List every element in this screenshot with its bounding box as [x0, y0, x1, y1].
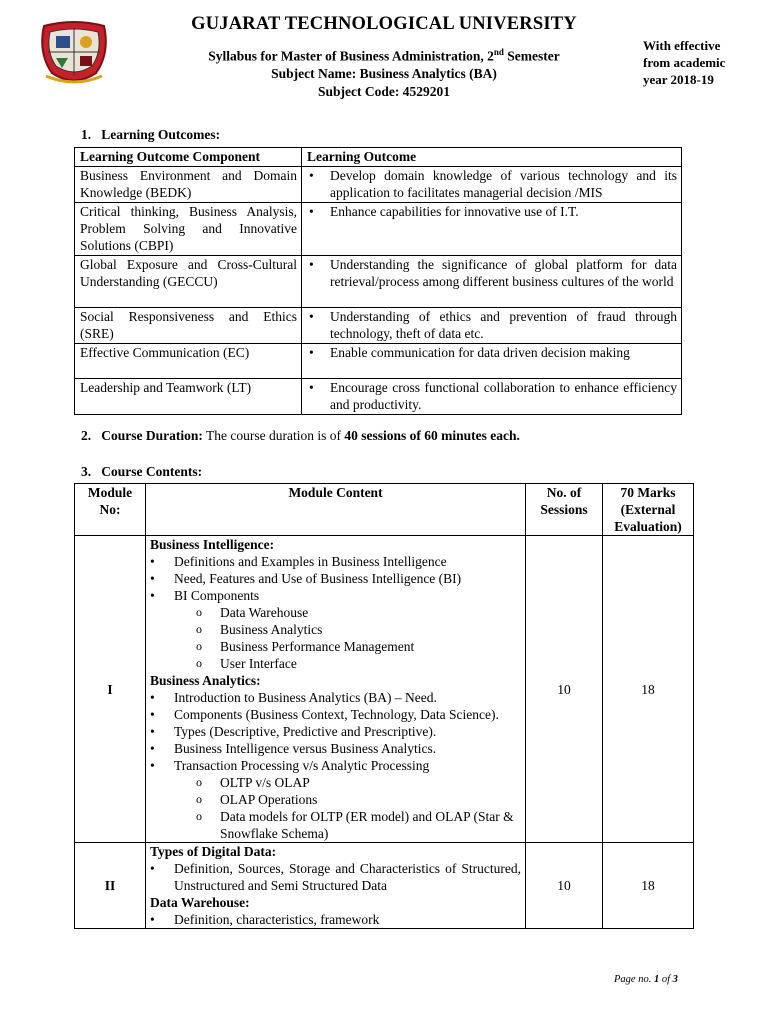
module-number: II	[75, 843, 146, 929]
column-header: Learning Outcome	[302, 148, 682, 167]
sessions-cell: 10	[526, 536, 603, 843]
column-header-content: Module Content	[146, 484, 526, 536]
component-cell: Critical thinking, Business Analysis, Problem Solving and Innovative Solutions (CBPI)	[75, 203, 302, 256]
university-title: GUJARAT TECHNOLOGICAL UNIVERSITY	[191, 14, 577, 34]
course-contents-table	[74, 483, 694, 929]
table-header-row	[75, 148, 682, 167]
outcome-cell: • Understanding of ethics and prevention of fraud through technology, theft of data etc.	[302, 308, 682, 344]
subject-name: Subject Name: Business Analytics (BA)	[271, 66, 497, 81]
table-row	[75, 203, 682, 256]
section-heading-course-contents: 3. Course Contents:	[81, 464, 203, 479]
outcome-cell: • Develop domain knowledge of various technology and its application to facilitates managerial decision /MIS	[302, 167, 682, 203]
column-header-marks: 70 Marks (External Evaluation)	[603, 484, 694, 536]
table-row	[75, 379, 682, 415]
syllabus-line: Syllabus for Master of Business Administration, 2nd Semester	[208, 47, 560, 64]
component-cell: Global Exposure and Cross-Cultural Understanding (GECCU)	[75, 256, 302, 308]
component-cell: Leadership and Teamwork (LT)	[75, 379, 302, 415]
module-content: Types of Digital Data: • Definition, Sources, Storage and Characteristics of Structured, Unstructured and Semi Structured Data Data Warehouse: • Definition, characteristics, framework	[146, 843, 526, 929]
section-heading-learning-outcomes: 1. Learning Outcomes:	[81, 127, 221, 142]
subject-code: Subject Code: 4529201	[318, 84, 450, 99]
component-cell: Social Responsiveness and Ethics (SRE)	[75, 308, 302, 344]
effective-date-note: With effective from academic year 2018-19	[643, 38, 726, 87]
module-number: I	[75, 536, 146, 843]
column-header-module-no: Module No:	[75, 484, 146, 536]
table-row	[75, 256, 682, 308]
column-header-sessions: No. of Sessions	[526, 484, 603, 536]
table-row	[75, 308, 682, 344]
component-cell: Business Environment and Domain Knowledge (BEDK)	[75, 167, 302, 203]
learning-outcomes-table	[74, 147, 682, 415]
sessions-cell: 10	[526, 843, 603, 929]
outcome-cell: • Encourage cross functional collaboration to enhance efficiency and productivity.	[302, 379, 682, 415]
outcome-cell: • Enable communication for data driven decision making	[302, 344, 682, 379]
table-row-module-2	[75, 843, 694, 929]
marks-cell: 18	[603, 536, 694, 843]
marks-cell: 18	[603, 843, 694, 929]
outcome-cell: • Enhance capabilities for innovative use of I.T.	[302, 203, 682, 256]
table-row	[75, 167, 682, 203]
table-header-row	[75, 484, 694, 536]
course-duration: 2. Course Duration: The course duration is of 40 sessions of 60 minutes each.	[81, 428, 520, 443]
component-cell: Effective Communication (EC)	[75, 344, 302, 379]
page-number: Page no. 1 of 3	[614, 974, 678, 985]
column-header: Learning Outcome Component	[75, 148, 302, 167]
table-row-module-1	[75, 536, 694, 843]
module-content: Business Intelligence: • Definitions and Examples in Business Intelligence • Need, Features and Use of Business Intelligence (BI) • BI Components o Data Warehouse o Business Analytics o Business Performance Management o User Interface Business Analytics: • Introduction to Business Analytics (BA) – Need. • Components (Business Context, Technology, Data Science). • Types (Descriptive, Predictive and Prescriptive). • Business Intelligence versus Business Analytics. • Transaction Processing v/s Analytic Processing o OLTP v/s OLAP o OLAP Operations o Data models for OLTP (ER model) and OLAP (Star & Snowflake Schema)	[146, 536, 526, 843]
outcome-cell: • Understanding the significance of global platform for data retrieval/process among different business cultures of the world	[302, 256, 682, 308]
table-row	[75, 344, 682, 379]
